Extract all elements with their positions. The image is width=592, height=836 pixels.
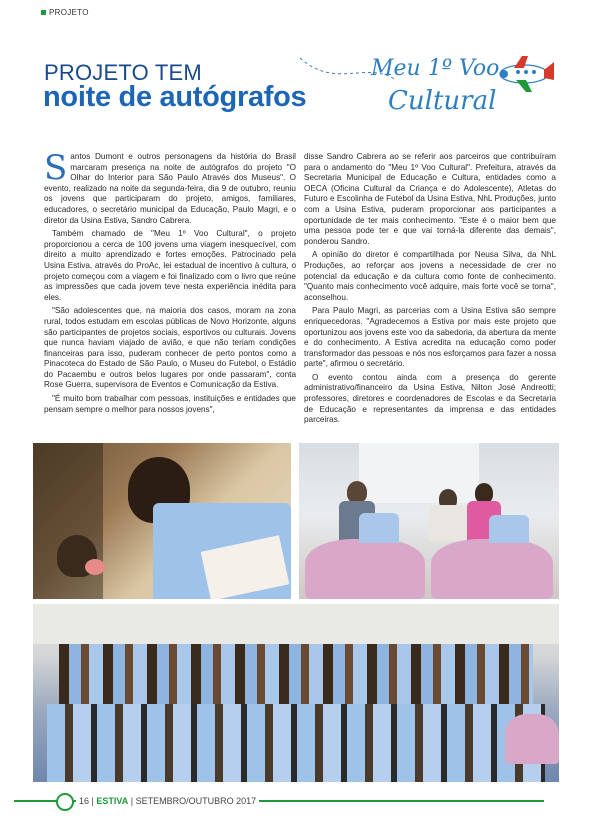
photo-group (33, 604, 559, 782)
paragraph: disse Sandro Cabrera ao se referir aos parceiros que contribuíram para o andamento do "Meu 1º Voo Cultural". Prefeitura, através da Secretaria Municipal de Educação e Cultura, entidades como a OECA (Oficina Cultural da Criança e do Adolescente), Atletas do Futuro e Escolinha de Futebol da Usina Estiva, NhL Produções, junto com a Usina Estiva, puderam proporcionar aos participantes a oportunidade de ter mais conhecimento. "Este é o maior bem que uma pessoa pode ter e que vai torná-la diferente das demais", ponderou Sandro. (304, 152, 556, 246)
estiva-logo-icon (56, 793, 74, 811)
project-logo (296, 50, 556, 130)
page-number: 16 (79, 796, 90, 806)
paragraph: O evento contou ainda com a presença do gerente administrativo/financeiro da Usina Estiva, Nilton José Andreotti; professores, diretores e coordenadores de Escolas e da Secretaria de Educação e representantes da imprensa e das entidades parceiras. (304, 372, 556, 425)
paragraph: "São adolescentes que, na maioria dos casos, moram na zona rural, todos estudam em escolas públicas de Novo Horizonte, alguns são participantes de projetos sociais, esportivos ou culturais. Jovens que nunca haviam viajado de avião, e que não teriam condições financeiras para isso, puderam conhecer de perto pontos como a Pinacoteca do Estado de São Paulo, o Museu do Futebol, o Estádio do Pacaembu e outros belos lugares por onde passaram", conta Rose Guerra, supervisora de Eventos e Comunicação da Estiva. (44, 306, 296, 390)
airplane-icon (492, 54, 556, 94)
paragraph: Para Paulo Magri, as parcerias com a Usina Estiva são sempre enriquecedoras. "Agradecemos a Estiva por mais este projeto que oportunizou aos jovens este voo da sabedoria, da abertura da mente e do conhecimento. A Estiva acredita na educação como poder transformador das pessoas e nós nos esforçamos para fazer a nossa parte", afirmou o secretário. (304, 306, 556, 369)
footer-brand: ESTIVA (96, 796, 129, 806)
paragraph: "É muito bom trabalhar com pessoas, instituições e entidades que pensam sempre o melhor para nossos jovens", (44, 394, 296, 414)
paragraph: A opinião do diretor é compartilhada por Neusa Silva, da NhL Produções, ao reforçar aos jovens a necessidade de crer no potencial da educação e da cultura como fonte de conhecimento. "Quanto mais conhecimento você adquire, mais forte você se torna", aconselhou. (304, 250, 556, 302)
article-column-right (304, 152, 556, 429)
logo-line-1: Meu 1º Voo (371, 56, 500, 81)
dropcap: S (44, 148, 68, 188)
photo-student-signing (33, 443, 291, 599)
section-label: PROJETO (49, 8, 89, 17)
section-tag (41, 8, 89, 17)
logo-line-2: Cultural (388, 86, 497, 116)
section-square-icon (41, 10, 46, 15)
article-column-left (44, 148, 296, 418)
footer: 16 | ESTIVA | SETEMBRO/OUTUBRO 2017 (76, 796, 259, 806)
paragraph: Também chamado de "Meu 1º Voo Cultural", o projeto proporcionou a cerca de 100 jovens uma viagem inesquecível, com direito a muito aprendizado e fortes emoções. Patrocinado pela Usina Estiva, através do ProAc, lei estadual de incentivo à cultura, o projeto começou com a viagem e foi finalizado com o livro que reúne as impressões que cada jovem teve nesta experiência inédita para eles. (44, 229, 296, 302)
headline-kicker: PROJETO TEM (44, 60, 202, 85)
footer-issue: SETEMBRO/OUTUBRO 2017 (135, 796, 257, 806)
paragraph: Santos Dumont e outros personagens da história do Brasil marcaram presença na noite de autógrafos do projeto "O Olhar do Interior para São Paulo Através dos Museus". O evento, realizado na noite da segunda-feira, dia 9 de outubro, reuniu os jovens que participaram do projeto, amigos, familiares, educadores, o secretário municipal da Educação, Paulo Magri, e o diretor da Usina Estiva, Sandro Cabrera. (44, 148, 296, 225)
photo-authorities-table (299, 443, 559, 599)
headline: noite de autógrafos (43, 81, 307, 113)
